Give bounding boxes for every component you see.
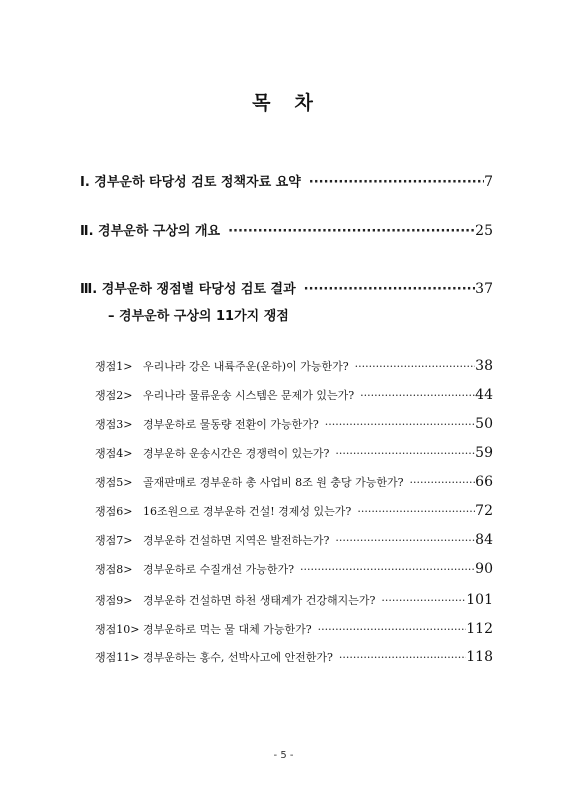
page-number: 50	[475, 416, 493, 432]
issue-question: 경부운하로 물동량 전환이 가능한가?	[143, 418, 319, 431]
issue-question: 경부운하 운송시간은 경쟁력이 있는가?	[143, 447, 330, 460]
toc-issue-2[interactable]	[95, 387, 493, 403]
toc-issue-9[interactable]	[95, 592, 493, 608]
toc-issue-4[interactable]	[95, 445, 493, 461]
toc-chapter-3[interactable]	[80, 278, 493, 297]
dot-leader	[335, 534, 475, 547]
issue-number: 쟁점5>	[95, 476, 133, 489]
toc-chapter-2[interactable]	[80, 220, 493, 239]
toc-issue-8[interactable]	[95, 561, 493, 577]
issue-number: 쟁점6>	[95, 505, 133, 518]
chapter-label: Ⅲ. 경부운하 쟁점별 타당성 검토 결과	[80, 282, 296, 297]
dot-leader	[335, 447, 475, 460]
page-number: 37	[475, 281, 493, 297]
issue-question: 경부운하로 먹는 물 대체 가능한가?	[143, 623, 312, 636]
issue-question: 골재판매로 경부운하 총 사업비 8조 원 충당 가능한가?	[143, 476, 404, 489]
page-number: 118	[466, 649, 493, 665]
page-number: 101	[466, 592, 493, 608]
toc-title-left: 목	[252, 92, 273, 114]
dot-leader	[304, 282, 476, 297]
issue-number: 쟁점3>	[95, 418, 133, 431]
toc-issue-3[interactable]	[95, 416, 493, 432]
issue-number: 쟁점10>	[95, 623, 140, 636]
issue-number: 쟁점1>	[95, 360, 133, 373]
dot-leader	[357, 505, 475, 518]
page-footer-number: - 5 -	[273, 750, 294, 761]
dot-leader	[228, 224, 475, 239]
issue-number: 쟁점2>	[95, 389, 133, 402]
issue-question: 우리나라 물류운송 시스템은 문제가 있는가?	[143, 389, 355, 402]
dot-leader	[339, 651, 466, 664]
toc-issue-5[interactable]	[95, 474, 493, 490]
issue-question: 경부운하는 홍수, 선박사고에 안전한가?	[143, 651, 333, 664]
dot-leader	[360, 389, 475, 402]
page-number: 38	[475, 358, 493, 374]
page-number: 112	[466, 621, 493, 637]
page-number: 84	[475, 532, 493, 548]
dot-leader	[381, 594, 466, 607]
page-number: 59	[475, 445, 493, 461]
toc-title	[0, 88, 567, 115]
issue-number: 쟁점4>	[95, 447, 133, 460]
issue-number: 쟁점9>	[95, 594, 133, 607]
page-number: 25	[475, 223, 493, 239]
toc-chapter-3-subtitle	[108, 305, 289, 324]
dot-leader	[410, 476, 476, 489]
chapter-label: Ⅰ. 경부운하 타당성 검토 정책자료 요약	[80, 175, 301, 190]
issue-number: 쟁점8>	[95, 563, 133, 576]
issue-question: 16조원으로 경부운하 건설! 경제성 있는가?	[143, 505, 352, 518]
page-number: 72	[475, 503, 493, 519]
issue-question: 경부운하 건설하면 지역은 발전하는가?	[143, 534, 330, 547]
toc-title-right: 차	[294, 92, 315, 114]
dot-leader	[300, 563, 475, 576]
issue-number: 쟁점7>	[95, 534, 133, 547]
chapter-label: Ⅱ. 경부운하 구상의 개요	[80, 224, 221, 239]
dot-leader	[355, 360, 476, 373]
toc-issue-6[interactable]	[95, 503, 493, 519]
toc-chapter-1[interactable]	[80, 171, 493, 190]
dot-leader	[325, 418, 475, 431]
issue-question: 우리나라 강은 내륙주운(운하)이 가능한가?	[143, 360, 349, 373]
dot-leader	[309, 175, 484, 190]
dot-leader	[318, 623, 467, 636]
page-number: 7	[484, 174, 493, 190]
issue-question: 경부운하 건설하면 하천 생태계가 건강해지는가?	[143, 594, 376, 607]
subtitle-text: – 경부운하 구상의 11가지 쟁점	[108, 309, 289, 324]
page-number: 44	[475, 387, 493, 403]
toc-issue-11[interactable]	[95, 649, 493, 665]
page-number: 66	[475, 474, 493, 490]
toc-issue-1[interactable]	[95, 358, 493, 374]
page-number: 90	[475, 561, 493, 577]
toc-issue-10[interactable]	[95, 621, 493, 637]
issue-number: 쟁점11>	[95, 651, 140, 664]
toc-issue-7[interactable]	[95, 532, 493, 548]
issue-question: 경부운하로 수질개선 가능한가?	[143, 563, 295, 576]
